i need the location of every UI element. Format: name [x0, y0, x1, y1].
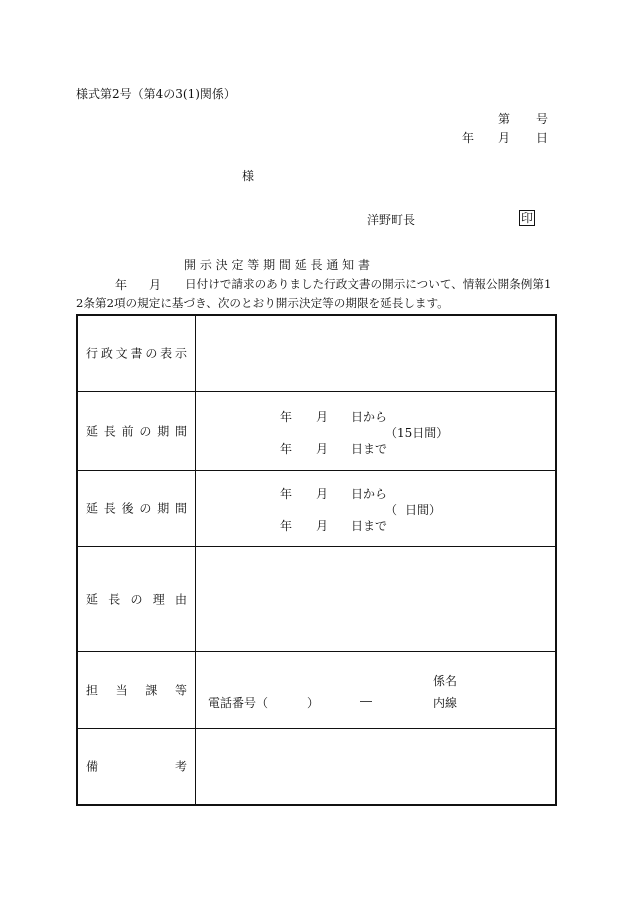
row-label-after-extension: 延 長 後 の 期 間: [77, 470, 196, 546]
notice-table: [76, 314, 557, 806]
table-row: [77, 546, 556, 651]
before-to-day: 日まで: [351, 441, 388, 456]
table-row: [77, 651, 556, 728]
after-to-year: 年: [280, 518, 293, 533]
section-name-label: 係名: [433, 673, 458, 688]
after-days-open: （: [385, 502, 398, 517]
before-to-year: 年: [280, 441, 293, 456]
after-to-month: 月: [316, 518, 329, 533]
doc-number-dai: 第: [498, 112, 511, 126]
row-label-reason: 延 長 の 理 由: [77, 546, 196, 651]
body-year: 年: [115, 278, 128, 292]
row-label-department: 担 当 課 等: [77, 651, 196, 728]
row-label-before-extension: 延 長 前 の 期 間: [77, 391, 196, 470]
form-id: 様式第2号（第4の3(1)関係）: [76, 87, 236, 101]
phone-close: ）: [307, 695, 320, 710]
table-row: [77, 315, 556, 391]
table-row: [77, 391, 556, 470]
table-row: [77, 470, 556, 546]
table-row: [77, 728, 556, 805]
before-from-day: 日から: [351, 409, 388, 424]
document-title: 開 示 決 定 等 期 間 延 長 通 知 書: [184, 258, 370, 272]
before-days: （15日間）: [385, 425, 449, 440]
department-field[interactable]: [196, 651, 557, 728]
body-line-2: 2条第2項の規定に基づき、次のとおり開示決定等の期限を延長します。: [76, 296, 449, 310]
row-label-remarks: 備 考: [77, 728, 196, 805]
after-to-day: 日まで: [351, 518, 388, 533]
phone-label: 電話番号（: [208, 695, 269, 710]
after-days-close: 日間）: [405, 502, 442, 517]
document-field[interactable]: [196, 315, 557, 391]
date-year: 年: [462, 131, 475, 145]
body-month: 月: [149, 278, 162, 292]
body-line-1: 日付けで請求のありました行政文書の開示について、情報公開条例第1: [185, 277, 552, 291]
extension-label: 内線: [433, 695, 458, 710]
after-from-day: 日から: [351, 486, 388, 501]
doc-number-go: 号: [536, 112, 549, 126]
date-month: 月: [498, 131, 511, 145]
addressee-suffix: 様: [242, 169, 255, 183]
date-day: 日: [536, 131, 549, 145]
phone-dash: ―: [360, 693, 372, 708]
after-extension-field[interactable]: [196, 470, 557, 546]
remarks-field[interactable]: [196, 728, 557, 805]
before-to-month: 月: [316, 441, 329, 456]
before-extension-field[interactable]: [196, 391, 557, 470]
seal-stamp: 印: [521, 211, 534, 225]
before-from-month: 月: [316, 409, 329, 424]
after-from-year: 年: [280, 486, 293, 501]
after-from-month: 月: [316, 486, 329, 501]
row-label-document: 行 政 文 書 の 表 示: [77, 315, 196, 391]
reason-field[interactable]: [196, 546, 557, 651]
issuer: 洋野町長: [367, 213, 416, 227]
before-from-year: 年: [280, 409, 293, 424]
